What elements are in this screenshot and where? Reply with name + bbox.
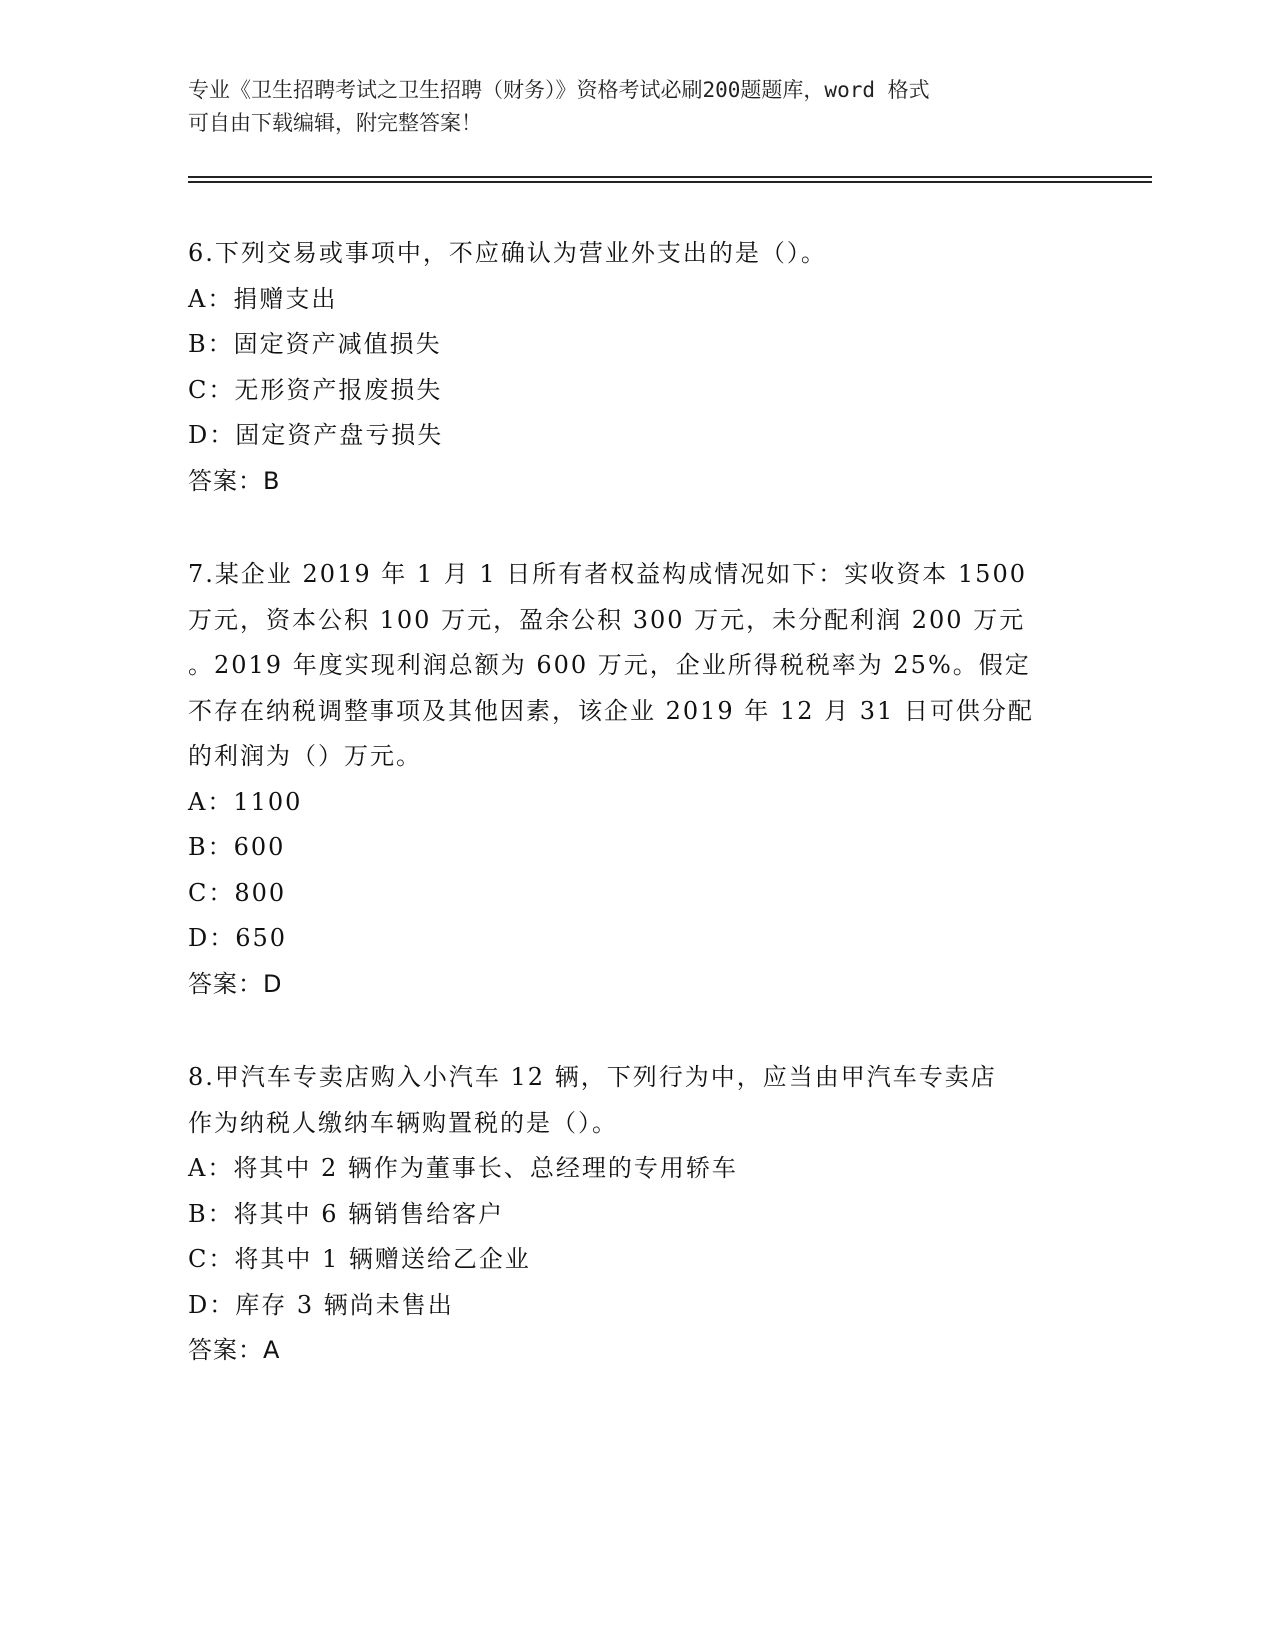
answer: 答案：D [188,969,283,998]
document-header [188,74,1088,140]
header-line: 可自由下载编辑，附完整答案！ [188,111,482,135]
option-a: A：捐赠支出 [188,284,338,313]
stem-line: 万元，资本公积 100 万元，盈余公积 300 万元，未分配利润 200 万元 [188,605,1026,634]
stem-line: 不存在纳税调整事项及其他因素，该企业 2019 年 12 月 31 日可供分配 [188,696,1034,725]
header-divider [188,181,1152,183]
header-line: 专业《卫生招聘考试之卫生招聘（财务）》资格考试必刷200题题库，word 格式 [188,78,930,102]
stem-line: 8.甲汽车专卖店购入小汽车 12 辆，下列行为中，应当由甲汽车专卖店 [188,1063,997,1091]
option-d: D：固定资产盘亏损失 [188,421,444,449]
option-b: B：600 [188,833,286,861]
stem-line: 作为纳税人缴纳车辆购置税的是（）。 [188,1108,618,1137]
question-6 [188,231,1088,504]
option-b: B：将其中 6 辆销售给客户 [188,1199,505,1228]
answer: 答案：B [188,466,281,495]
stem-line: 。2019 年度实现利润总额为 600 万元，企业所得税税率为 25%。假定 [188,651,1031,679]
question-stem [188,1055,1088,1146]
stem-line: 6.下列交易或事项中，不应确认为营业外支出的是（）。 [188,239,827,267]
question-7 [188,552,1088,1007]
option-d: D：650 [188,924,288,952]
question-8 [188,1055,1088,1374]
question-stem [188,231,1088,277]
question-stem [188,552,1088,780]
option-b: B：固定资产减值损失 [188,330,442,358]
stem-line: 的利润为（）万元。 [188,742,422,770]
header-divider [188,176,1152,178]
option-c: C：800 [188,878,287,907]
option-c: C：无形资产报废损失 [188,375,443,404]
option-d: D：库存 3 辆尚未售出 [188,1290,454,1319]
option-a: A：将其中 2 辆作为董事长、总经理的专用轿车 [188,1154,738,1182]
question-list [188,231,1088,1422]
stem-line: 7.某企业 2019 年 1 月 1 日所有者权益构成情况如下：实收资本 1500 [188,560,1027,588]
answer: 答案：A [188,1336,281,1364]
option-c: C：将其中 1 辆赠送给乙企业 [188,1245,531,1273]
option-a: A：1100 [188,787,303,816]
